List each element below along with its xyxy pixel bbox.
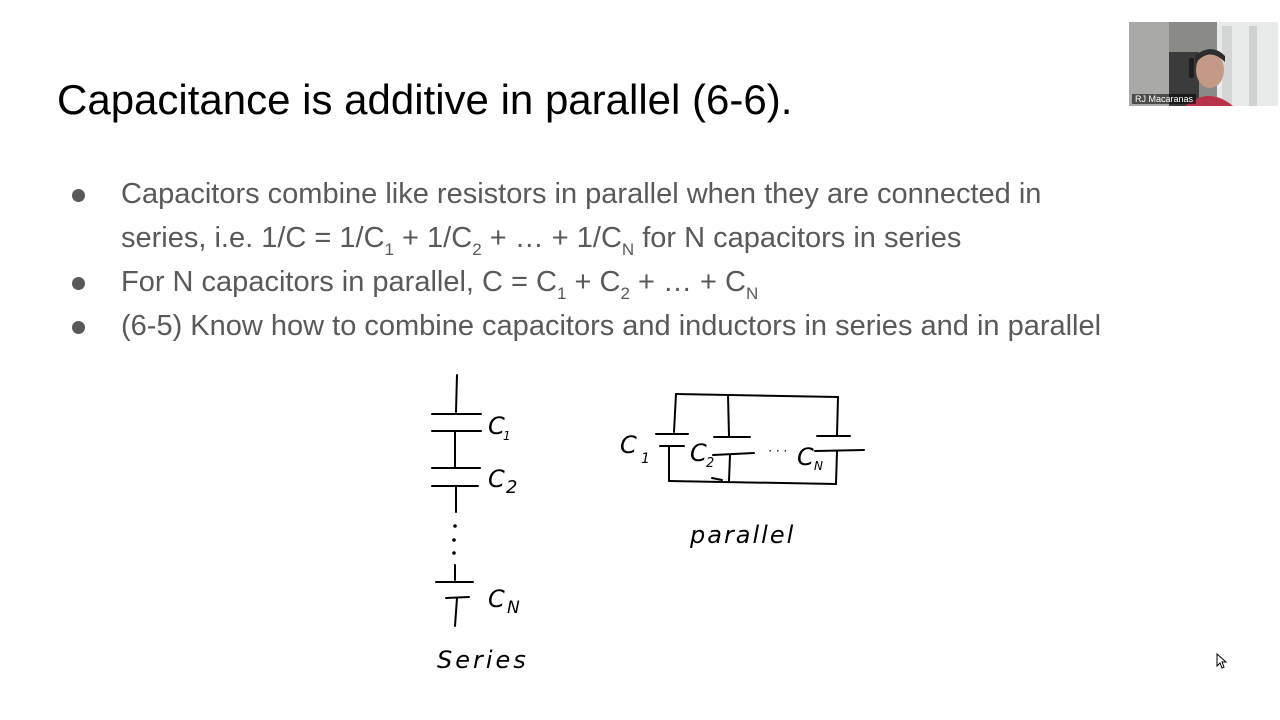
parallel-dots: · · · <box>768 444 788 458</box>
subscript: N <box>745 284 759 303</box>
series-cN-sub: N <box>507 598 520 618</box>
series-c1-label: C <box>488 412 505 440</box>
mouse-cursor-icon <box>1216 653 1228 669</box>
bullet-parallel-a: For N capacitors in parallel, C = C <box>121 266 557 298</box>
parallel-capN-plate-bottom <box>815 450 864 451</box>
bullet-series-line2-a: series, i.e. 1/C = 1/C <box>121 222 385 254</box>
parallel-c2-sub: 2 <box>706 456 715 471</box>
parallel-cap2-plate-bottom <box>713 453 754 455</box>
parallel-cN-label: C <box>797 443 814 471</box>
webcam-thumbnail[interactable] <box>1129 22 1278 106</box>
parallel-wire-cN-top <box>837 397 838 435</box>
bullet-know-text: (6-5) Know how to combine capacitors and inductors in series and in parallel <box>121 310 1102 342</box>
parallel-wire-c2-bottom <box>729 455 730 481</box>
bullet-dot-icon <box>72 321 85 334</box>
bullet-series-line1: Capacitors combine like resistors in parallel when they are connected in <box>121 178 1042 210</box>
participant-name: RJ Macaranas <box>1132 94 1196 104</box>
subscript: 2 <box>620 284 630 303</box>
series-dot <box>454 525 456 527</box>
bullet-series-line2-d: for N capacitors in series <box>634 222 962 254</box>
series-label: Series <box>437 646 529 674</box>
bullet-dot-icon <box>72 277 85 290</box>
series-c2-sub: 2 <box>506 477 518 498</box>
parallel-c1-sub: 1 <box>641 451 650 467</box>
series-capN-plate-bottom <box>446 597 469 598</box>
bullet-item-series <box>72 172 1252 260</box>
bullet-parallel-c: + … + C <box>629 266 746 298</box>
parallel-tick <box>712 478 722 480</box>
parallel-wire-cN-bottom <box>836 451 837 484</box>
series-c2-label: C <box>488 465 505 493</box>
parallel-wire-bottom <box>669 481 836 484</box>
series-dot <box>453 552 455 554</box>
bullet-list <box>72 172 1252 348</box>
series-dot <box>453 539 455 541</box>
series-c1-sub: 1 <box>503 429 511 443</box>
bullet-parallel-b: + C <box>566 266 621 298</box>
series-wire-top <box>456 375 457 412</box>
parallel-c2-label: C <box>690 439 707 467</box>
bullet-item-parallel <box>72 260 1252 304</box>
parallel-cN-sub: N <box>814 459 823 473</box>
bullet-series-line2-c: + … + 1/C <box>481 222 622 254</box>
bullet-dot-icon <box>72 189 85 202</box>
parallel-c1-label: C <box>620 431 637 459</box>
subscript: 2 <box>472 240 482 259</box>
subscript: 1 <box>384 240 394 259</box>
parallel-wire-top <box>676 394 838 397</box>
bullet-item-know <box>72 304 1252 348</box>
parallel-wire-c2-top <box>728 395 729 436</box>
bullet-series-line2-b: + 1/C <box>394 222 473 254</box>
slide-title: Capacitance is additive in parallel (6-6). <box>57 76 793 123</box>
subscript: 1 <box>556 284 567 303</box>
parallel-wire-left-top <box>674 394 676 432</box>
parallel-label: parallel <box>690 521 796 549</box>
series-wire-cN-down <box>455 598 457 626</box>
subscript: N <box>621 240 635 259</box>
series-cN-label: C <box>488 585 505 613</box>
